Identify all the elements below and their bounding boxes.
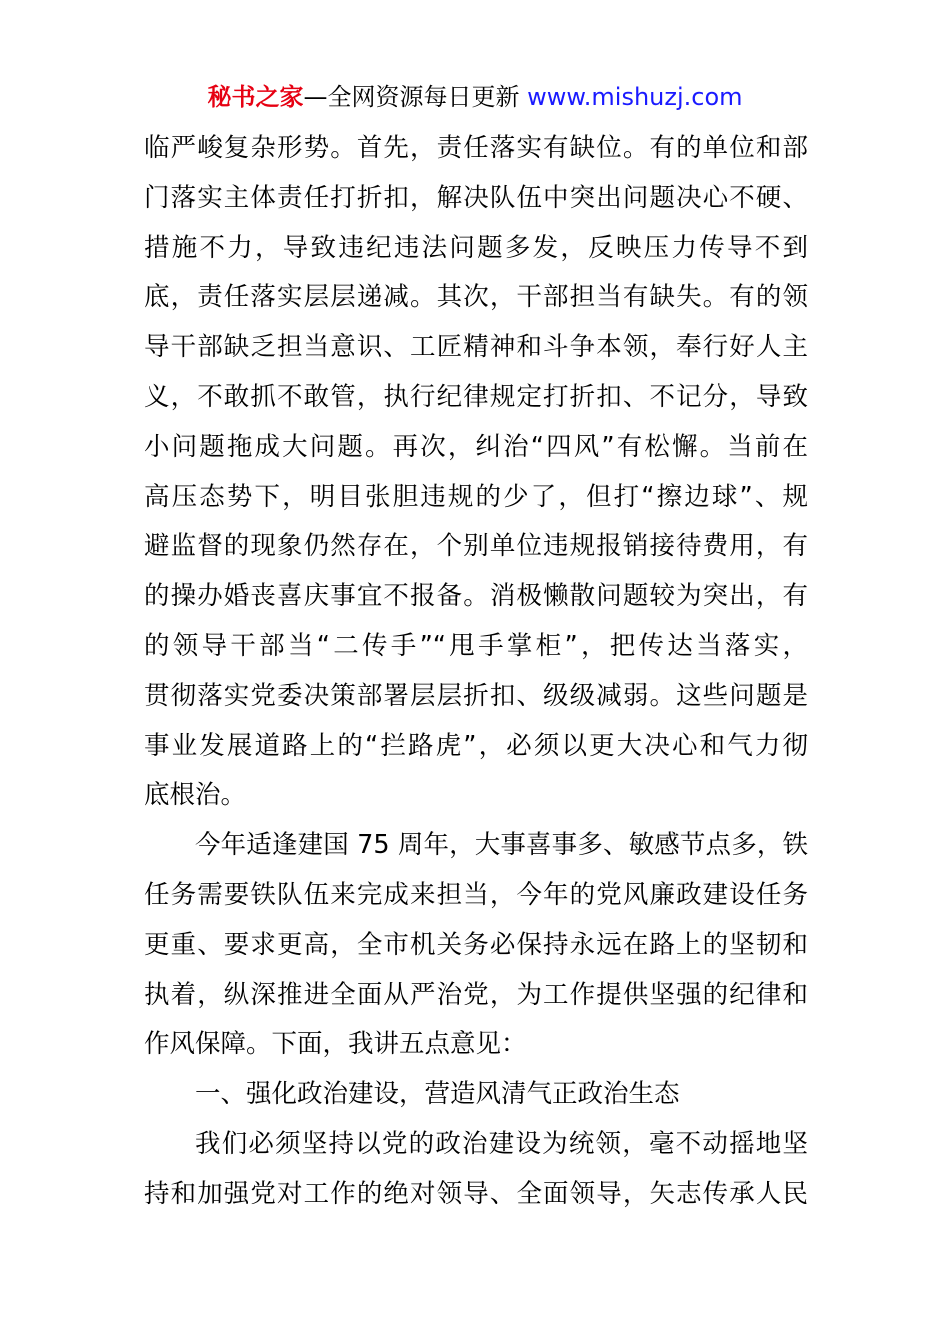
section-heading: 一、强化政治建设，营造风清气正政治生态 (195, 1079, 680, 1110)
text-line: 门落实主体责任打折扣，解决队伍中突出问题决心不硬、 (144, 182, 808, 213)
text-line: 事业发展道路上的“拦路虎”，必须以更大决心和气力彻 (144, 730, 808, 761)
site-url-link[interactable]: www.mishuzj.com (527, 83, 743, 111)
text-line: 更重、要求更高，全市机关务必保持永远在路上的坚韧和 (144, 929, 808, 960)
text-line: 措施不力，导致违纪违法问题多发，反映压力传导不到 (144, 232, 808, 263)
text-line: 贯彻落实党委决策部署层层折扣、级级减弱。这些问题是 (144, 680, 808, 711)
text-line: 底根治。 (144, 780, 247, 811)
document-body (144, 124, 808, 1220)
paragraph-first-line: 今年适逢建国 75 周年，大事喜事多、敏感节点多，铁 (195, 830, 808, 861)
text-line: 持和加强党对工作的绝对领导、全面领导，矢志传承人民 (144, 1178, 808, 1209)
text-line: 执着，纵深推进全面从严治党，为工作提供坚强的纪律和 (144, 979, 808, 1010)
site-header (0, 80, 950, 114)
text-line: 作风保障。下面，我讲五点意见： (144, 1029, 527, 1060)
text-line: 任务需要铁队伍来完成来担当，今年的党风廉政建设任务 (144, 879, 808, 910)
text-line: 的领导干部当“二传手”“甩手掌柜”，把传达当落实， (144, 630, 808, 661)
text-line: 的操办婚丧喜庆事宜不报备。消极懒散问题较为突出，有 (144, 581, 808, 612)
site-tagline: —全网资源每日更新 (303, 83, 520, 111)
text-line: 临严峻复杂形势。首先，责任落实有缺位。有的单位和部 (144, 133, 808, 163)
paragraph-first-line: 我们必须坚持以党的政治建设为统领，毫不动摇地坚 (195, 1128, 808, 1159)
text-line: 高压态势下，明目张胆违规的少了，但打“擦边球”、规 (144, 481, 808, 512)
text-line: 避监督的现象仍然存在，个别单位违规报销接待费用，有 (144, 531, 808, 562)
text-line: 义，不敢抓不敢管，执行纪律规定打折扣、不记分，导致 (144, 381, 808, 412)
text-line: 底，责任落实层层递减。其次，干部担当有缺失。有的领 (144, 282, 808, 313)
site-brand: 秘书之家 (207, 83, 304, 111)
text-line: 小问题拖成大问题。再次，纠治“四风”有松懈。当前在 (144, 431, 808, 462)
text-line: 导干部缺乏担当意识、工匠精神和斗争本领，奉行好人主 (144, 332, 808, 363)
